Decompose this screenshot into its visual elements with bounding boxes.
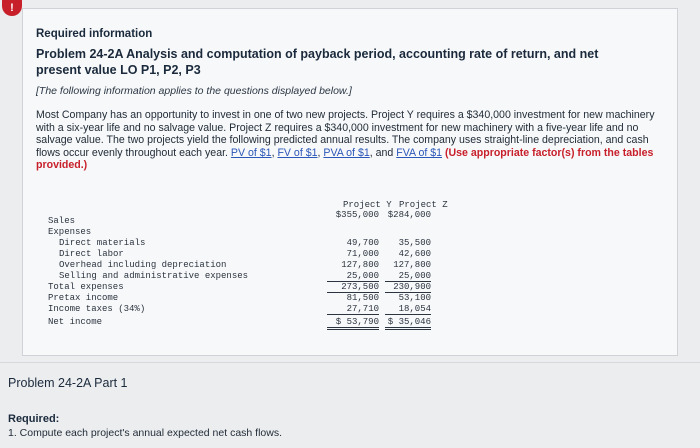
required-info-heading: Required information bbox=[36, 28, 153, 40]
cell-net-income-y: $ 53,790 bbox=[327, 317, 379, 330]
row-label-selling-admin: Selling and administrative expenses bbox=[59, 271, 249, 281]
cell-sales-y: $355,000 bbox=[335, 210, 379, 220]
cell-total-expenses-z: 230,900 bbox=[385, 282, 431, 293]
cell-direct-materials-z: 35,500 bbox=[398, 238, 431, 248]
cell-total-expenses-y: 273,500 bbox=[327, 282, 379, 293]
required-information-card bbox=[22, 8, 678, 356]
project-y-header: Project Y bbox=[343, 200, 392, 210]
project-z-header: Project Z bbox=[399, 200, 448, 210]
row-label-sales: Sales bbox=[48, 216, 76, 226]
cell-direct-labor-z: 42,600 bbox=[398, 249, 431, 259]
cell-selling-admin-z: 25,000 bbox=[385, 271, 431, 282]
cell-sales-z: $284,000 bbox=[387, 210, 431, 220]
cell-selling-admin-y: 25,000 bbox=[327, 271, 379, 282]
fv-of-1-link[interactable]: FV of $1 bbox=[277, 146, 318, 159]
factor-note: (Use appropriate factor(s) from the tables provided.) bbox=[36, 146, 654, 172]
cell-direct-materials-y: 49,700 bbox=[346, 238, 379, 248]
cell-overhead-y: 127,800 bbox=[341, 260, 379, 270]
cell-pretax-income-y: 81,500 bbox=[346, 293, 379, 303]
row-label-direct-labor: Direct labor bbox=[59, 249, 124, 259]
description-text: Most Company has an opportunity to invest in one of two new projects. Project Y requires a $340,000 investment for new machinery with a six-year life and no salvage value. Project Z requires a $340,000 investment for new machinery with a five-year life and no salvage value. The two projects yield the following predicted annual results. The company uses straight-line depreciation, and cash flows occur evenly throughout each year. bbox=[36, 109, 655, 159]
alert-badge: ! bbox=[2, 0, 22, 16]
row-label-income-taxes: Income taxes (34%) bbox=[48, 304, 146, 314]
and-text: and bbox=[375, 146, 394, 159]
part-title: Problem 24-2A Part 1 bbox=[8, 376, 128, 390]
cell-income-taxes-y: 27,710 bbox=[327, 304, 379, 315]
row-label-expenses: Expenses bbox=[48, 227, 92, 237]
pv-of-1-link[interactable]: PV of $1 bbox=[230, 146, 272, 159]
row-label-pretax-income: Pretax income bbox=[48, 293, 119, 303]
row-label-total-expenses: Total expenses bbox=[48, 282, 124, 292]
applies-note: [The following information applies to the questions displayed below.] bbox=[36, 85, 352, 97]
pva-of-1-link[interactable]: PVA of $1 bbox=[323, 146, 370, 159]
row-label-overhead: Overhead including depreciation bbox=[59, 260, 227, 270]
problem-description: Most Company has an opportunity to invest in one of two new projects. Project Y requires a $340,000 investment for new machinery with a six-year life and no salvage value. Project Z requires a $340,000 investment for new machinery with a five-year life and no salvage value. The two projects yield the following predicted annual results. The company uses straight-line depreciation, and cash flows occur evenly throughout each year. PV of $1, FV of $1, PVA of $1, and FVA of $1 (Use appropriate factor(s) from the tables provided.) bbox=[36, 109, 655, 172]
problem-title: Problem 24-2A Analysis and computation of payback period, accounting rate of return, and net present value LO P1, P2, P3 bbox=[36, 47, 599, 77]
cell-net-income-z: $ 35,046 bbox=[385, 317, 431, 330]
required-label: Required: bbox=[8, 413, 60, 425]
cell-pretax-income-z: 53,100 bbox=[398, 293, 431, 303]
cell-income-taxes-z: 18,054 bbox=[385, 304, 431, 315]
cell-overhead-z: 127,800 bbox=[393, 260, 431, 270]
fva-of-1-link[interactable]: FVA of $1 bbox=[396, 146, 443, 159]
section-divider bbox=[0, 362, 700, 363]
cell-direct-labor-y: 71,000 bbox=[346, 249, 379, 259]
required-item-1: 1. Compute each project's annual expected net cash flows. bbox=[8, 427, 282, 439]
row-label-net-income: Net income bbox=[48, 317, 103, 327]
row-label-direct-materials: Direct materials bbox=[59, 238, 146, 248]
